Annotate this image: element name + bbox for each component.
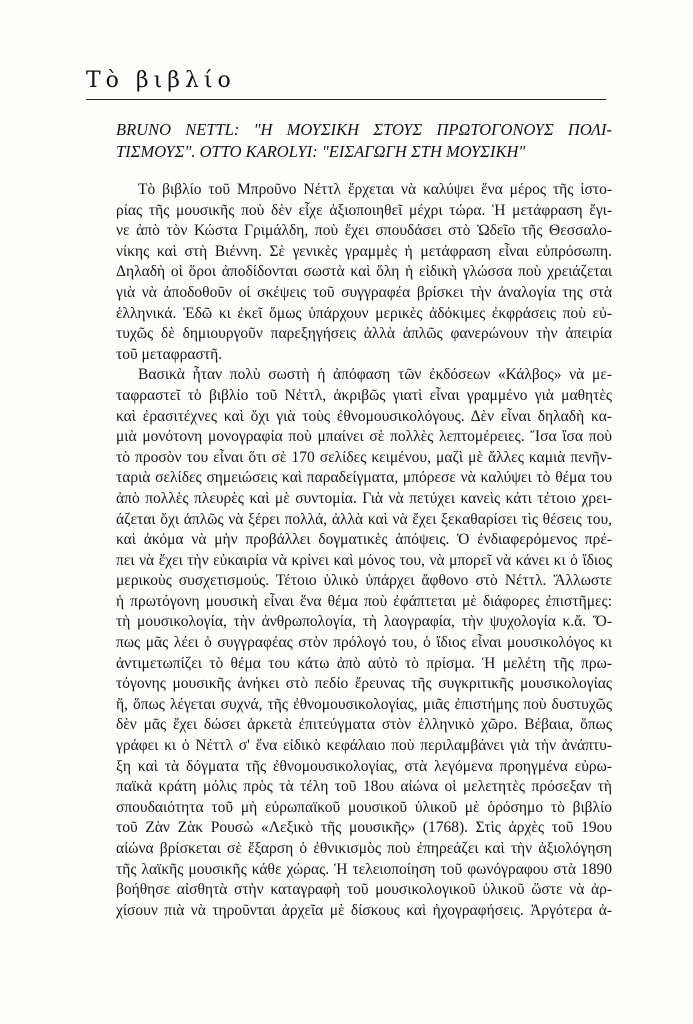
- paragraph-line: ταφραστεῖ τὸ βιβλίο τοῦ Νέττλ, ἀκριβῶς γιατὶ εἶναι γραμμένο γιὰ μαθητὲς: [116, 386, 612, 404]
- header-rule: [86, 99, 606, 100]
- paragraph-line: χίσουν πιὰ νὰ τηροῦνται ἀρχεῖα μὲ δίσκους καὶ ἠχογραφήσεις. Ἀργότερα ἀ-: [116, 901, 612, 919]
- paragraph-line: ρίας τῆς μουσικῆς ποὺ δὲν εἶχε ἀξιοποιηθεῖ μέχρι τώρα. Ἡ μετάφραση ἔγι-: [116, 201, 612, 219]
- paragraph-line: νε ἀπὸ τὸν Κώστα Γριμάλδη, ποὺ ἔχει σπουδάσει στὸ Ὠδεῖο τῆς Θεσσαλο-: [116, 222, 612, 240]
- paragraph-line: ξη καὶ τὰ δόγματα τῆς ἐθνομουσικολογίας, στὰ λεγόμενα προηγμένα εὐρω-: [116, 757, 612, 775]
- review-heading: [116, 119, 612, 163]
- paragraph-line: τοῦ Ζὰν Ζὰκ Ρουσὼ «Λεξικὸ τῆς μουσικῆς» (1768). Στὶς ἀρχὲς τοῦ 19ου: [116, 819, 612, 837]
- paragraph-line: ἑλληνικά. Ἐδῶ κι ἐκεῖ ὅμως ὑπάρχουν μερικὲς ἀδόκιμες ἐκφράσεις ποὺ εὐ-: [116, 304, 612, 322]
- paragraph-line: άζεται ὄχι ἁπλῶς νὰ ξέρει πολλά, ἀλλὰ καὶ νὰ ἔχει ξεκαθαρίσει τὶς θέσεις του,: [116, 510, 612, 528]
- paragraph-line: βοήθησε αἰσθητὰ στὴν καταγραφὴ τοῦ μουσικολογικοῦ ὑλικοῦ ὥστε νὰ ἀρ-: [116, 881, 612, 899]
- paragraph-line: ταριὰ σελίδες σημειώσεις καὶ παραδείγματα, μπόρεσε νὰ καλύψει τὸ θέμα του: [116, 469, 612, 487]
- paragraph-line: ἡ πρωτόγονη μουσικὴ εἶναι ἕνα θέμα ποὺ ἐφάπτεται μὲ διάφορες ἐπιστῆμες:: [116, 592, 612, 610]
- heading-line: BRUNO NETTL: "Η ΜΟΥΣΙΚΗ ΣΤΟΥΣ ΠΡΩΤΟΓΟΝΟΥΣ ΠΟΛΙ-: [116, 120, 612, 139]
- heading-line: ΤΙΣΜΟΥΣ". OTTO KAROLYI: "ΕΙΣΑΓΩΓΗ ΣΤΗ ΜΟΥΣΙΚΗ": [116, 142, 526, 161]
- paragraph-line: τὸ προσὸν του εἶναι ὅτι σὲ 170 σελίδες κειμένου, μαζὶ μὲ ἄλλες καμιὰ πενῆν-: [116, 448, 612, 466]
- paragraph-line: Βασικὰ ἦταν πολὺ σωστὴ ἡ ἀπόφαση τῶν ἐκδόσεων «Κάλβος» νὰ με-: [138, 366, 612, 384]
- paragraph-line: καὶ ἐρασιτέχνες καὶ ὄχι γιὰ τοὺς ἐθνομουσικολόγους. Δὲν εἶναι δηλαδὴ κα-: [116, 407, 612, 425]
- article-body: [116, 180, 612, 921]
- paragraph-line: παϊκὰ κράτη μόλις πρὸς τὰ τέλη τοῦ 18ου αἰώνα οἱ μελετητὲς πρόσεξαν τὴ: [116, 778, 612, 796]
- paragraph-line: τοῦ μεταφραστῆ.: [116, 345, 223, 363]
- paragraph-line: γιὰ νὰ ἀποδοθοῦν οἱ σκέψεις τοῦ συγγραφέα βρίσκει τὴν ἀναλογία της στὰ: [116, 283, 612, 301]
- paragraph-line: ἀπὸ πολλὲς πλευρὲς καὶ μὲ συντομία. Γιὰ νὰ πετύχει κανεὶς κάτι τέτοιο χρει-: [116, 489, 612, 507]
- section-title: Τὸ βιβλίο: [86, 68, 236, 93]
- paragraph-line: καὶ ἀκόμα νὰ μὴν προβάλλει δογματικὲς ἀπόψεις. Ὁ ἐνδιαφερόμενος πρέ-: [116, 531, 612, 549]
- paragraph-line: τόγονης μουσικῆς ἀνήκει στὸ πεδίο ἔρευνας τῆς συγκριτικῆς μουσικολογίας: [116, 675, 612, 693]
- paragraph-line: Τὸ βιβλίο τοῦ Μπροῦνο Νέττλ ἔρχεται νὰ καλύψει ἕνα μέρος τῆς ἱστο-: [138, 181, 612, 198]
- paragraph-line: ἤ, ὅπως λέγεται συχνά, τῆς ἐθνομουσικολογίας, μιᾶς ἐπιστήμης ποὺ δυστυχῶς: [116, 695, 612, 713]
- paragraph-line: πως μᾶς λέει ὁ συγγραφέας στὸν πρόλογό του, ὁ ἴδιος εἶναι μουσικολόγος κι: [116, 634, 612, 652]
- paragraph-line: αἰώνα βρίσκεται σὲ ἔξαρση ὁ ἐθνικισμὸς ποὺ ἐπηρεάζει καὶ τὴν ἀξιολόγηση: [116, 840, 612, 857]
- paragraph-line: σπουδαιότητα τοῦ μὴ εὐρωπαϊκοῦ μουσικοῦ ὑλικοῦ μὲ ὁρόσημο τὸ βιβλίο: [116, 798, 612, 816]
- paragraph-line: νίκης καὶ στὴ Βιέννη. Σὲ γενικὲς γραμμὲς ἡ μετάφραση εἶναι εὐπρόσωπη.: [116, 242, 612, 260]
- paragraph-line: μιὰ μονότονη μονογραφία ποὺ μπαίνει σὲ πολλὲς λεπτομέρειες. Ἴσα ἴσα ποὺ: [116, 428, 612, 446]
- paragraph-line: γράφει κι ὁ Νέττλ σ' ἕνα εἰδικὸ κεφάλαιο ποὺ περιλαμβάνει γιὰ τὴν ἀνάπτυ-: [116, 737, 612, 755]
- paragraph-line: τυχῶς δὲ δημιουργοῦν παρεξηγήσεις ἀλλὰ ἁπλῶς φανερώνουν τὴν ἀπειρία: [116, 325, 612, 343]
- paragraph-line: πει νὰ ἔχει τὴν εὐκαιρία νὰ κρίνει καὶ μόνος του, νὰ μπορεῖ νὰ κάνει κι ὁ ἴδιος: [116, 551, 612, 569]
- paragraph-line: Δηλαδὴ οἱ ὅροι ἀποδίδονται σωστὰ καὶ ὅλη ἡ εἰδικὴ γλώσσα ποὺ χρειάζεται: [116, 263, 612, 281]
- paragraph-line: δὲν μᾶς ἔχει δώσει ἀρκετὰ ἐπιτεύγματα στὸν ἑλληνικὸ χῶρο. Βέβαια, ὅπως: [116, 716, 612, 734]
- paragraph-line: ἀντιμετωπίζει τὸ θέμα του κάτω ἀπὸ αὐτὸ τὸ πρίσμα. Ἡ μελέτη τῆς πρω-: [116, 654, 612, 672]
- paragraph-line: τῆς λαϊκῆς μουσικῆς κάθε χώρας. Ἡ τελειοποίηση τοῦ φωνόγραφου στὰ 1890: [116, 860, 612, 878]
- paragraph-line: μερικοὺς συσχετισμούς. Τέτοιο ὑλικὸ ὑπάρχει ἄφθονο στὸ Νέττλ. Ἄλλωστε: [116, 572, 612, 590]
- paragraph-line: τὴ μουσικολογία, τὴν ἀνθρωπολογία, τὴ λαογραφία, τὴν ψυχολογία κ.ἄ. Ὅ-: [116, 613, 612, 631]
